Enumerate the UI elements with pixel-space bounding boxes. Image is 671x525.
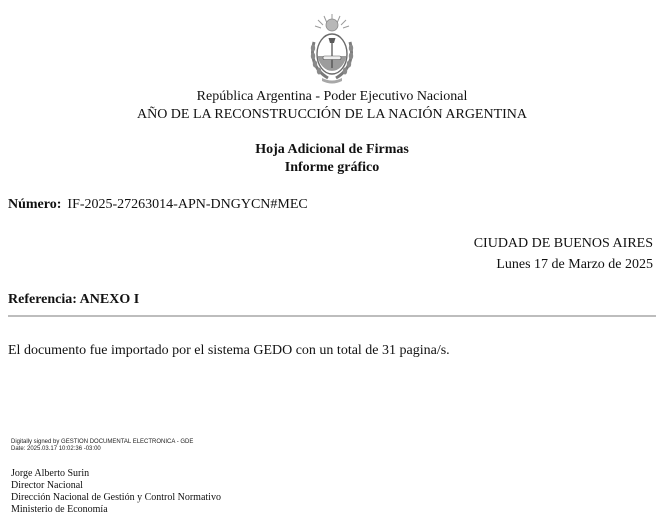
- government-header: República Argentina - Poder Ejecutivo Nacional: [196, 89, 468, 104]
- signer-ministry: Ministerio de Economía: [11, 504, 108, 515]
- document-body: El documento fue importado por el sistema GEDO con un total de 31 pagina/s.: [8, 343, 450, 358]
- document-type: Hoja Adicional de Firmas: [255, 142, 409, 157]
- document-subtype: Informe gráfico: [284, 160, 380, 175]
- digital-signature-line: Digitally signed by GESTION DOCUMENTAL ELECTRONICA - GDE: [11, 439, 194, 445]
- document-number: [8, 197, 308, 213]
- signer-office: Dirección Nacional de Gestión y Control Normativo: [11, 492, 221, 503]
- signer-position: Director Nacional: [11, 480, 83, 491]
- divider: [8, 315, 656, 317]
- document-number-label: Número:: [8, 197, 62, 212]
- document-reference: Referencia: ANEXO I: [8, 292, 140, 307]
- digital-signature-date: Date: 2025.03.17 10:02:36 -03:00: [11, 446, 101, 452]
- city: CIUDAD DE BUENOS AIRES: [473, 236, 653, 251]
- document-number-value: IF-2025-27263014-APN-DNGYCN#MEC: [67, 197, 308, 212]
- digital-signature-stamp: [11, 439, 193, 453]
- signer-block: [11, 468, 221, 516]
- argentina-coat-of-arms-icon: [306, 12, 358, 86]
- year-motto: AÑO DE LA RECONSTRUCCIÓN DE LA NACIÓN ARGENTINA: [136, 107, 528, 122]
- signer-name: Jorge Alberto Surin: [11, 468, 90, 479]
- document-date: Lunes 17 de Marzo de 2025: [496, 257, 653, 272]
